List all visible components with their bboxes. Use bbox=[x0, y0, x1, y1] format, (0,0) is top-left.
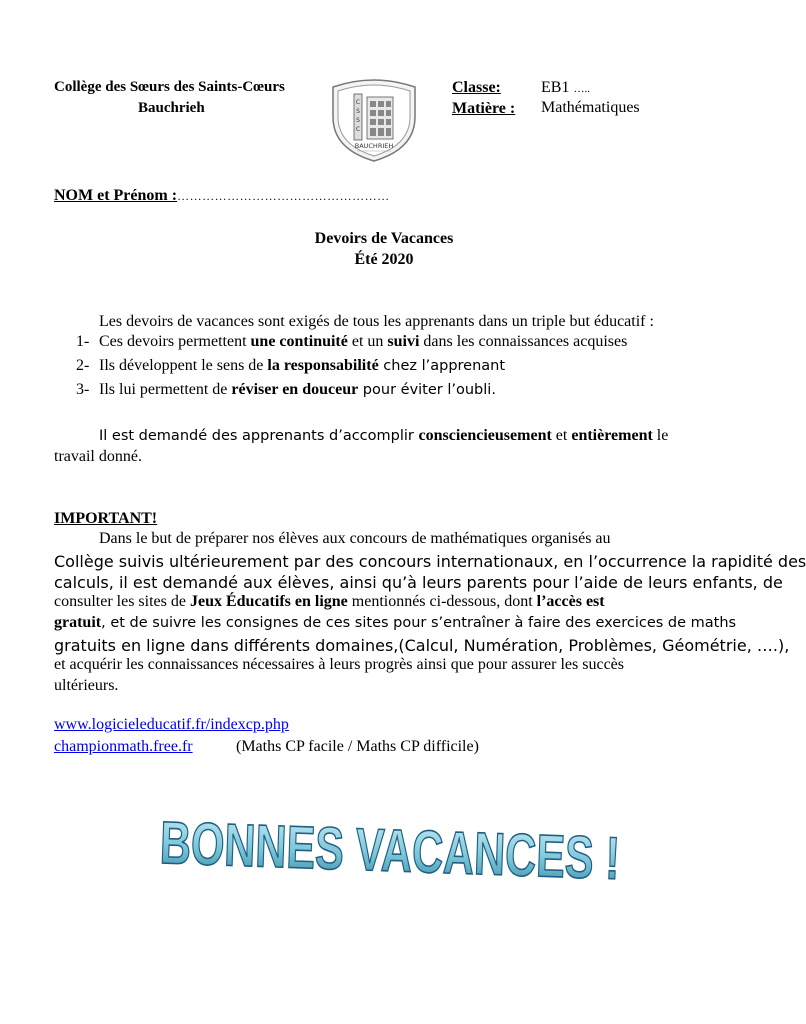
important-line: calculs, il est demandé aux élèves, ainsi qu’à leurs parents pour l’aide de leurs enfants, de bbox=[54, 573, 783, 592]
important-line: et acquérir les connaissances nécessaires à leurs progrès ainsi que pour assurer les succès bbox=[54, 656, 624, 673]
svg-text:C: C bbox=[355, 126, 361, 133]
logicieleducatif-link[interactable]: www.logicieleducatif.fr/indexcp.php bbox=[54, 716, 289, 733]
classe-value: EB1 ….. bbox=[541, 79, 590, 96]
student-name-field bbox=[54, 187, 390, 205]
document-title: Devoirs de Vacances bbox=[314, 230, 454, 247]
svg-text:S: S bbox=[356, 117, 360, 124]
svg-text:S: S bbox=[356, 108, 360, 115]
important-line: Collège suivis ultérieurement par des concours internationaux, en l’occurrence la rapidité des bbox=[54, 552, 806, 571]
school-name: Collège des Sœurs des Saints-Cœurs bbox=[54, 79, 285, 95]
matiere-value: Mathématiques bbox=[541, 99, 640, 116]
demande-paragraph: Il est demandé des apprenants d’accomplir consciencieusement et entièrement le bbox=[99, 427, 669, 444]
list-item: Ils développent le sens de la responsabilité chez l’apprenant bbox=[99, 357, 506, 374]
championmath-note: (Maths CP facile / Maths CP difficile) bbox=[236, 738, 479, 755]
classe-label: Classe: bbox=[452, 79, 501, 96]
list-number: 2- bbox=[76, 357, 90, 374]
championmath-link[interactable]: championmath.free.fr bbox=[54, 738, 193, 755]
school-town: Bauchrieh bbox=[138, 100, 205, 116]
intro-paragraph: Les devoirs de vacances sont exigés de tous les apprenants dans un triple but éducatif : bbox=[99, 313, 654, 330]
svg-text:C: C bbox=[355, 99, 361, 106]
important-line: gratuit, et de suivre les consignes de ces sites pour s’entraîner à faire des exercices de maths bbox=[54, 614, 737, 631]
important-line: consulter les sites de Jeux Éducatifs en ligne mentionnés ci-dessous, dont l’accès est bbox=[54, 593, 605, 610]
important-line: Dans le but de préparer nos élèves aux concours de mathématiques organisés au bbox=[99, 530, 611, 547]
important-heading: IMPORTANT! bbox=[54, 510, 158, 527]
important-line: ultérieurs. bbox=[54, 677, 119, 694]
school-crest-logo bbox=[327, 77, 421, 163]
svg-text:BAUCHRIEH: BAUCHRIEH bbox=[354, 142, 394, 150]
bonnes-vacances-text: BONNES VACANCES ! bbox=[158, 808, 804, 899]
list-item: Ces devoirs permettent une continuité et un suivi dans les connaissances acquises bbox=[99, 333, 628, 350]
demande-paragraph-cont: travail donné. bbox=[54, 448, 142, 465]
important-line: gratuits en ligne dans différents domaines,(Calcul, Numération, Problèmes, Géométrie, ….), bbox=[54, 636, 790, 655]
nom-dots: …………………………………………… bbox=[177, 189, 390, 203]
nom-label: NOM et Prénom : bbox=[54, 187, 178, 204]
list-number: 3- bbox=[76, 381, 90, 398]
matiere-label: Matière : bbox=[452, 100, 516, 117]
document-subtitle: Été 2020 bbox=[354, 251, 414, 268]
list-number: 1- bbox=[76, 333, 90, 350]
bonnes-vacances-wordart bbox=[150, 795, 804, 899]
list-item: Ils lui permettent de réviser en douceur pour éviter l’oubli. bbox=[99, 381, 496, 398]
